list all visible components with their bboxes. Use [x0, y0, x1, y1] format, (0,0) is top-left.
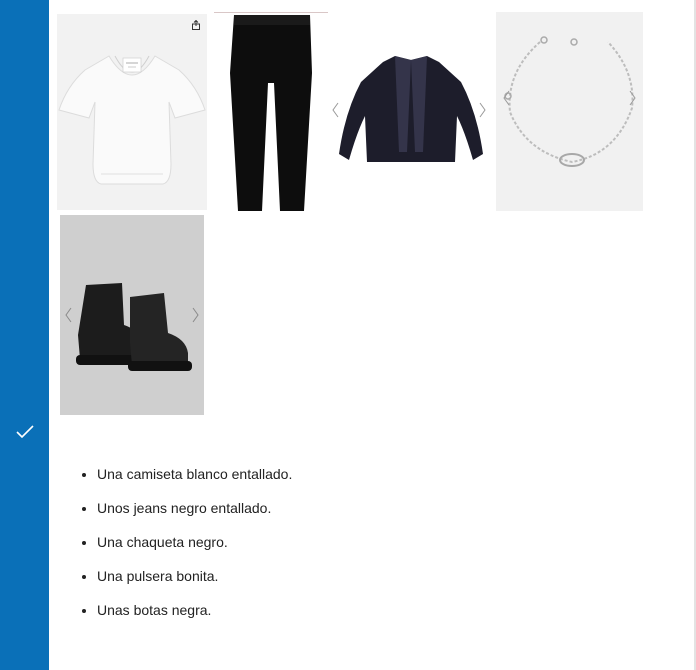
list-item: • Una camiseta blanco entallado.	[97, 464, 292, 498]
bracelet-image	[496, 12, 643, 211]
chevron-right-icon[interactable]	[627, 89, 637, 107]
leggings-image	[214, 13, 328, 213]
check-icon[interactable]	[15, 424, 35, 440]
outfit-list	[67, 464, 292, 634]
share-icon[interactable]	[191, 20, 201, 30]
chevron-right-icon[interactable]	[477, 101, 487, 119]
list-item: • Una pulsera bonita.	[97, 566, 292, 600]
product-image-black-jacket[interactable]	[331, 12, 491, 210]
chevron-right-icon[interactable]	[190, 306, 200, 324]
chevron-left-icon[interactable]	[502, 89, 512, 107]
list-item: • Una chaqueta negro.	[97, 532, 292, 566]
tshirt-image	[57, 14, 207, 210]
jacket-image	[331, 12, 491, 210]
product-image-silver-bracelet[interactable]	[496, 12, 643, 211]
product-image-white-tshirt[interactable]	[57, 14, 207, 210]
list-item: • Unos jeans negro entallado.	[97, 498, 292, 532]
chevron-left-icon[interactable]	[64, 306, 74, 324]
product-image-black-boots[interactable]	[60, 215, 204, 415]
list-item: • Unas botas negra.	[97, 600, 292, 634]
chevron-left-icon[interactable]	[331, 101, 341, 119]
sidebar	[0, 0, 49, 670]
product-image-black-leggings[interactable]	[214, 12, 328, 213]
boots-image	[60, 215, 204, 415]
